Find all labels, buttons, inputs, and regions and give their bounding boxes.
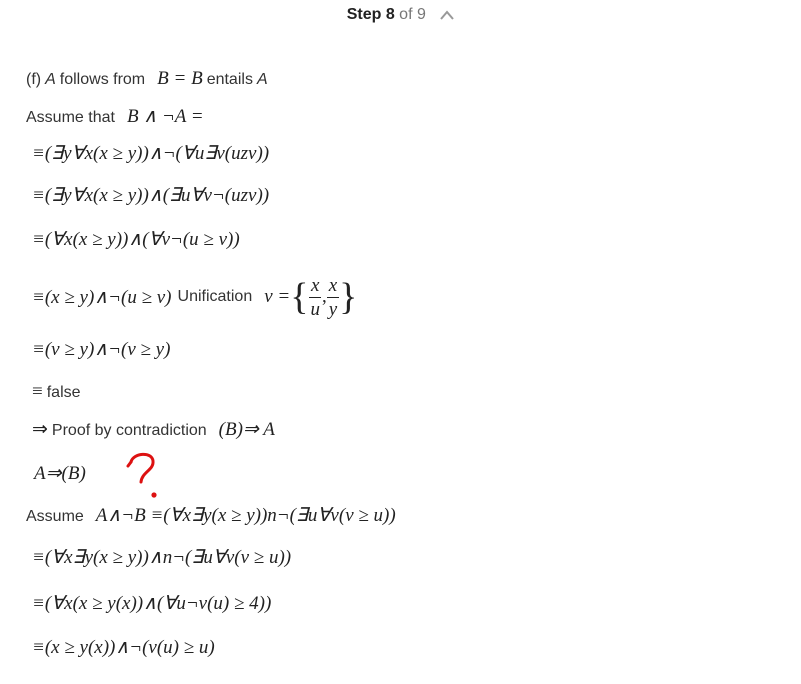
frac2-den: y	[328, 298, 338, 320]
entails-text: entails	[206, 71, 253, 88]
step-total: of 9	[399, 6, 426, 23]
equation-line-3: ≡(∀x(x ≥ y))∧(∀v¬(u ≥ v))	[32, 229, 240, 250]
assume-2-line	[26, 504, 396, 527]
assume-math: B ∧ ¬A =	[126, 106, 204, 127]
chevron-up-icon[interactable]	[440, 10, 454, 20]
fraction-x-y	[327, 276, 339, 319]
fraction-x-u	[308, 276, 322, 319]
equation-line-6: ≡(∀x∃y(x ≥ y))∧n¬(∃u∀v(v ≥ u))	[32, 547, 292, 568]
equation-line-7: ≡(∀x(x ≥ y(x))∧(∀u¬v(u) ≥ 4))	[32, 593, 272, 614]
false-line	[32, 381, 81, 403]
step-label: Step	[346, 6, 382, 23]
part-f-statement	[26, 68, 268, 90]
proof-line	[32, 418, 275, 441]
assume-2-label: Assume	[26, 508, 84, 525]
step-number: 8	[385, 6, 395, 23]
false-text: false	[46, 384, 81, 401]
assume-line	[26, 105, 204, 128]
unification-v: v =	[264, 286, 291, 307]
equation-line-5: ≡(v ≥ y)∧¬(v ≥ y)	[32, 339, 171, 360]
var-a: A	[45, 71, 56, 88]
b-equals-b: B = B	[157, 68, 203, 89]
equation-line-4	[32, 270, 357, 324]
equation-line-2: ≡(∃y∀x(x ≥ y))∧(∃u∀v¬(uzv))	[32, 185, 270, 206]
question-mark-annotation	[124, 450, 164, 500]
frac2-num: x	[328, 274, 338, 296]
proof-text: Proof by contradiction	[51, 422, 207, 439]
step-header	[0, 6, 801, 24]
var-a-2: A	[256, 71, 268, 88]
proof-math: (B)⇒ A	[218, 419, 275, 440]
left-brace: {	[290, 276, 309, 318]
part-label: (f)	[26, 71, 42, 88]
equation-l4-math: ≡(x ≥ y)∧¬(u ≥ v)	[32, 286, 172, 308]
assume-2-math: A∧¬B ≡(∀x∃y(x ≥ y))n¬(∃u∀v(v ≥ u))	[95, 505, 396, 526]
equation-line-8: ≡(x ≥ y(x))∧¬(v(u) ≥ u)	[32, 637, 215, 658]
unification-label: Unification	[177, 288, 253, 305]
frac1-num: x	[311, 274, 320, 296]
equation-line-1: ≡(∃y∀x(x ≥ y))∧¬(∀u∃v(uzv))	[32, 143, 270, 164]
comma: ,	[321, 286, 327, 307]
equiv-symbol: ≡	[32, 381, 43, 402]
implies-symbol: ⇒	[32, 419, 48, 440]
right-brace: }	[339, 276, 358, 318]
follows-text: follows from	[59, 71, 146, 88]
implies-line: A⇒(B)	[34, 463, 86, 484]
assume-label: Assume that	[26, 109, 115, 126]
frac1-den: u	[310, 298, 320, 320]
